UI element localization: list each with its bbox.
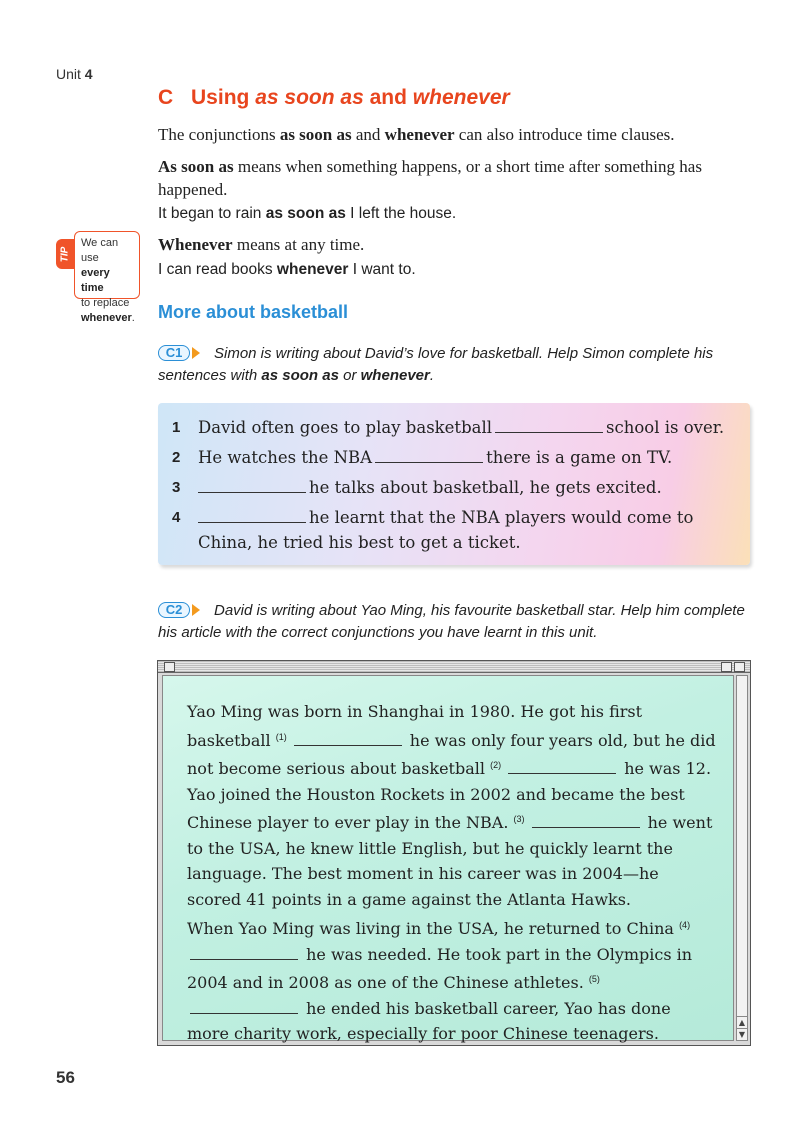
scroll-down-arrow-icon[interactable]: ▼ xyxy=(738,1030,746,1039)
text: he was needed. He took part in the Olympics in 2004 and in 2008 as one of the Chinese athletes. xyxy=(187,944,693,992)
article-content xyxy=(162,675,734,1041)
answer-blank[interactable] xyxy=(190,945,298,960)
tip-term: whenever xyxy=(81,312,132,324)
c1-badge-label: C1 xyxy=(158,345,190,361)
window-titlebar[interactable] xyxy=(158,661,750,673)
c1-instruction xyxy=(158,343,758,387)
tip-badge-label: TIP xyxy=(59,246,71,262)
page-number: 56 xyxy=(56,1068,75,1087)
article-paragraph-1 xyxy=(187,699,717,912)
c2-article-window xyxy=(157,660,751,1046)
term: whenever xyxy=(360,367,430,384)
text: and xyxy=(355,125,381,144)
collapse-box-icon[interactable] xyxy=(734,662,745,672)
item-number: 2 xyxy=(172,449,181,466)
item-number: 3 xyxy=(172,479,181,496)
term: whenever xyxy=(276,261,349,278)
answer-blank[interactable] xyxy=(190,999,298,1014)
answer-blank[interactable] xyxy=(198,508,306,523)
item-number: 1 xyxy=(172,419,181,436)
article-paragraph-2 xyxy=(187,913,717,1047)
blank-marker: (1) xyxy=(275,731,287,742)
tip-period: . xyxy=(131,312,135,324)
tip-box xyxy=(56,231,142,324)
answer-blank[interactable] xyxy=(495,418,603,433)
c1-exercise-box xyxy=(158,403,750,565)
text: Yao Ming was born in Shanghai in 1980. He got his first basketball xyxy=(187,702,643,750)
text: he was 12. Yao joined the Houston Rockets in 2002 and became the best Chinese player to ever play in the NBA. xyxy=(187,759,712,832)
c2-badge-label: C2 xyxy=(158,602,190,618)
answer-blank[interactable] xyxy=(375,448,483,463)
text: or xyxy=(343,367,357,384)
whenever-example xyxy=(158,258,758,281)
term: Whenever xyxy=(158,235,233,254)
unit-word: Unit xyxy=(56,66,81,82)
text: He watches the NBA xyxy=(198,448,373,467)
text: David often goes to play basketball xyxy=(198,418,493,437)
unit-number: 4 xyxy=(84,66,93,82)
answer-blank[interactable] xyxy=(198,478,306,493)
as-soon-as-definition xyxy=(158,155,758,201)
text: he talks about basketball, he gets excited. xyxy=(309,478,662,497)
text: I can read books xyxy=(158,261,273,278)
text: he learnt that the NBA players would come to China, he tried his best to get a ticket. xyxy=(198,508,694,552)
text: he went to the USA, he knew little English, but he quickly learnt the language. The best moment in his career was in 2004—he scored 41 points in a game against the Atlanta Hawks. xyxy=(187,813,713,909)
blank-marker: (3) xyxy=(513,814,525,824)
text: It began to rain xyxy=(158,205,262,222)
text: I want to. xyxy=(352,261,416,278)
whenever-definition xyxy=(158,233,758,256)
subheading: More about basketball xyxy=(158,302,349,322)
section-heading xyxy=(158,86,510,110)
scroll-up-arrow-icon[interactable]: ▲ xyxy=(738,1018,746,1027)
c2-instruction: David is writing about Yao Ming, his favourite basketball star. Help him complete his article with the correct conjunctions you have learnt in this unit. xyxy=(158,602,745,641)
answer-blank[interactable] xyxy=(508,759,616,774)
blank-marker: (5) xyxy=(588,974,600,984)
text: I left the house. xyxy=(350,205,457,222)
title-term-as-soon-as: as soon as xyxy=(255,86,364,109)
item-number: 4 xyxy=(172,509,181,526)
close-box-icon[interactable] xyxy=(164,662,175,672)
text: there is a game on TV. xyxy=(486,448,673,467)
tip-badge xyxy=(56,239,74,269)
section-letter: C xyxy=(158,86,174,109)
answer-blank[interactable] xyxy=(532,813,640,828)
term: as soon as xyxy=(261,367,339,384)
definition-text: means at any time. xyxy=(236,235,365,254)
term: whenever xyxy=(384,125,455,144)
text: Simon is writing about David’s love for basketball. Help Simon complete his sentences with xyxy=(158,345,714,384)
text: The conjunctions xyxy=(158,125,276,144)
tip-card xyxy=(74,231,140,324)
term: as soon as xyxy=(279,125,352,144)
term: As soon as xyxy=(158,157,234,176)
as-soon-as-example xyxy=(158,202,758,225)
text: he ended his basketball career, Yao has done more charity work, especially for poor Chinese teenagers. xyxy=(187,998,671,1043)
tip-line: to replace xyxy=(81,297,130,309)
text: . xyxy=(429,367,435,384)
term: as soon as xyxy=(265,205,346,222)
title-prefix: Using xyxy=(191,86,250,109)
definition-text: means when something happens, or a short time after something has happened. xyxy=(158,157,702,199)
text: can also introduce time clauses. xyxy=(458,125,675,144)
text: school is over. xyxy=(606,418,725,437)
zoom-box-icon[interactable] xyxy=(721,662,732,672)
title-and: and xyxy=(369,86,407,109)
answer-blank[interactable] xyxy=(294,731,402,746)
tip-line: We can use xyxy=(81,237,119,264)
tip-term: every time xyxy=(81,267,110,294)
blank-marker: (4) xyxy=(679,920,691,930)
unit-label xyxy=(56,66,93,82)
intro-line xyxy=(158,123,758,146)
blank-marker: (2) xyxy=(490,760,502,770)
vertical-scrollbar[interactable] xyxy=(736,675,748,1041)
text: he was only four years old, but he did not become serious about basketball xyxy=(187,730,716,778)
text: When Yao Ming was living in the USA, he returned to China xyxy=(187,919,674,938)
title-term-whenever: whenever xyxy=(412,86,510,109)
